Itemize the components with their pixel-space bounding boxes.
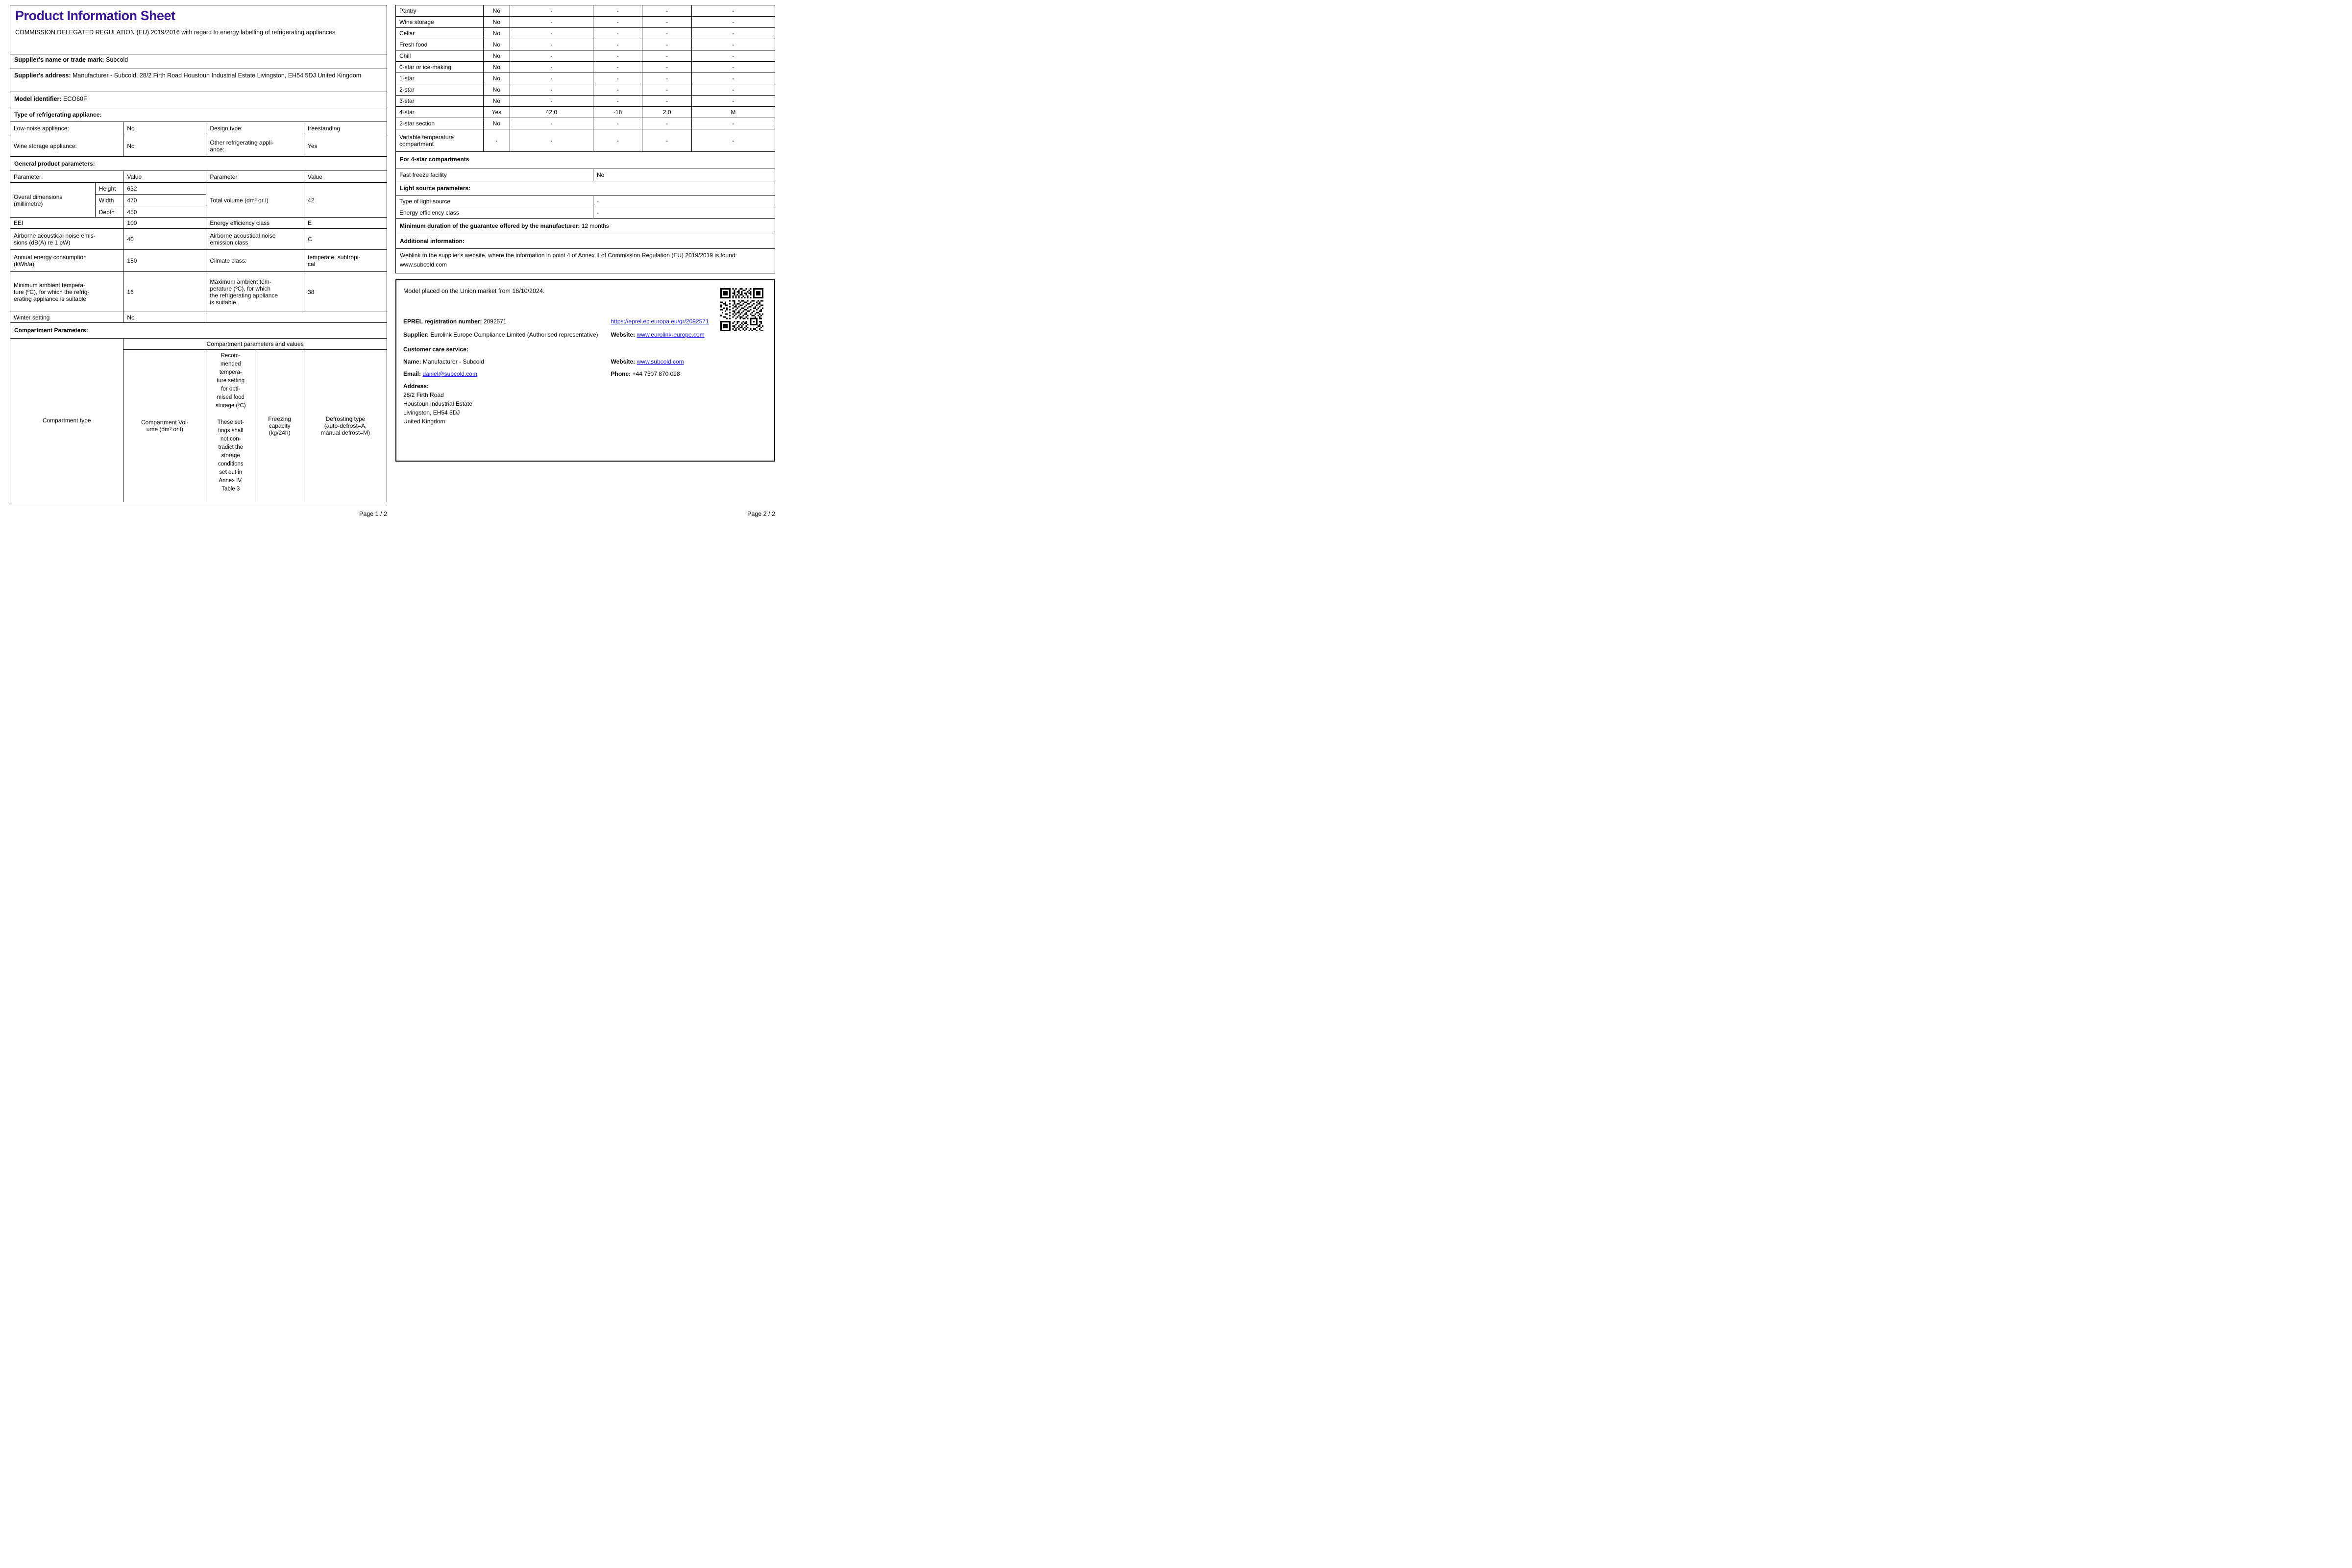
row-v2: -	[593, 17, 642, 27]
address-label: Address:	[403, 383, 429, 390]
row-yn: No	[483, 39, 510, 50]
row-v3: -	[642, 73, 691, 84]
value-header-1: Value	[123, 171, 206, 182]
page-1	[10, 5, 387, 502]
row-v2: -	[593, 39, 642, 50]
market-placed-text: Model placed on the Union market from 16/10/2024.	[403, 288, 545, 294]
supplier-name-value: Subcold	[106, 56, 128, 63]
height-label: Height	[95, 183, 123, 195]
supplier-address-value: Manufacturer - Subcold, 28/2 Firth Road Houstoun Industrial Estate Livingston, EH54 5DJ United Kingdom	[73, 72, 362, 79]
page-title: Product Information Sheet	[15, 8, 175, 23]
supplier-name-row	[10, 54, 387, 69]
row-label: Variable temperature compartment	[399, 133, 454, 147]
row-yn: No	[483, 17, 510, 27]
row-v1: -	[510, 28, 593, 39]
total-volume-value: 42	[304, 183, 387, 218]
height-value: 632	[123, 183, 206, 195]
table-row	[396, 73, 775, 84]
noise-label: Airborne acoustical noise emis- sions (dB(A) re 1 pW)	[14, 232, 96, 246]
noise-class-label: Airborne acoustical noise emission class	[206, 229, 304, 249]
compartment-header-table	[10, 339, 387, 502]
depth-value: 450	[123, 206, 206, 218]
table-row	[396, 28, 775, 39]
row-v1: -	[510, 5, 593, 16]
recommended-temp-header: Recom- mended tempera- ture setting for opti- mised food storage (ºC) These set- tings shall not con- tradict the storage conditions set out in Annex IV, Table 3	[206, 350, 255, 502]
row-v2: -	[593, 28, 642, 39]
row-v1: -	[510, 129, 593, 151]
wine-storage-label: Wine storage appliance:	[14, 142, 77, 149]
row-v1: -	[510, 118, 593, 129]
row-v2: -	[593, 96, 642, 106]
fast-freeze-value: No	[593, 169, 775, 181]
type-heading: Type of refrigerating appliance:	[10, 108, 387, 122]
row-v4: -	[691, 39, 775, 50]
row-v4: -	[691, 129, 775, 151]
row-v3: -	[642, 28, 691, 39]
param-header-1: Parameter	[14, 173, 42, 180]
total-volume-label: Total volume (dm³ or l)	[206, 183, 304, 218]
care-website-link[interactable]: www.subcold.com	[637, 358, 684, 365]
row-v1: 42,0	[510, 107, 593, 118]
row-yn: No	[483, 96, 510, 106]
page2-footer: Page 2 / 2	[747, 511, 775, 517]
row-v2: -18	[593, 107, 642, 118]
row-v4: -	[691, 96, 775, 106]
row-v1: -	[510, 17, 593, 27]
row-label: 4-star	[399, 109, 415, 116]
guarantee-label: Minimum duration of the guarantee offered by the manufacturer:	[400, 222, 580, 229]
model-identifier-value: ECO60F	[63, 96, 87, 102]
row-v3: 2,0	[642, 107, 691, 118]
email-row	[403, 370, 767, 377]
supplier-left	[403, 331, 611, 338]
row-label: 1-star	[399, 75, 415, 82]
address-block	[403, 383, 767, 426]
page-2	[395, 5, 775, 425]
weblink-label: Weblink to the supplier's website, where the information in point 4 of Annex II of Commission Regulation (EU) 2019/2019 is found:	[400, 252, 737, 259]
energy-consumption-value: 150	[123, 250, 206, 271]
row-v2: -	[593, 129, 642, 151]
eei-value: 100	[123, 218, 206, 228]
compartment-volume-header: Compartment Vol- ume (dm³ or l)	[123, 350, 206, 502]
ambient-temp-row	[10, 272, 387, 312]
customer-care-heading: Customer care service:	[403, 346, 468, 353]
min-temp-value: 16	[123, 272, 206, 312]
row-v4: -	[691, 5, 775, 16]
row-yn: No	[483, 28, 510, 39]
light-class-row	[396, 207, 775, 219]
care-website-label: Website:	[611, 358, 636, 365]
light-class-label: Energy efficiency class	[399, 209, 459, 216]
row-label: Pantry	[399, 7, 416, 14]
model-identifier-label: Model identifier:	[14, 96, 62, 102]
dimensions-row	[10, 183, 387, 218]
regulation-subtitle: COMMISSION DELEGATED REGULATION (EU) 2019/2016 with regard to energy labelling of refrigerating appliances	[15, 29, 336, 36]
eei-label: EEI	[14, 220, 24, 226]
eprel-left	[403, 318, 611, 325]
energy-class-value: E	[304, 218, 387, 228]
supplier-name-label: Supplier's name or trade mark:	[14, 56, 104, 63]
light-type-label: Type of light source	[399, 198, 451, 205]
title-block	[10, 5, 387, 54]
row-v4: -	[691, 28, 775, 39]
max-temp-label: Maximum ambient tem- perature (ºC), for which the refrigerating appliance is suitable	[206, 272, 304, 312]
row-label: 2-star	[399, 86, 415, 93]
freezing-capacity-header: Freezing capacity (kg/24h)	[255, 350, 304, 502]
supplier-value: Eurolink Europe Compliance Limited (Authorised representative)	[430, 331, 598, 338]
address-line: United Kingdom	[403, 418, 445, 425]
row-v2: -	[593, 50, 642, 61]
table-row	[396, 5, 775, 17]
winter-setting-value: No	[123, 312, 206, 322]
address-line: Houstoun Industrial Estate	[403, 400, 472, 407]
row-v2: -	[593, 73, 642, 84]
param-header-2: Parameter	[206, 171, 304, 182]
row-v4: -	[691, 84, 775, 95]
row-v4: -	[691, 73, 775, 84]
guarantee-row	[396, 219, 775, 234]
fast-freeze-label: Fast freeze facility	[399, 172, 447, 178]
row-v3: -	[642, 50, 691, 61]
email-link[interactable]: daniel@subcold.com	[422, 370, 477, 377]
row-v3: -	[642, 84, 691, 95]
supplier-website-wrap	[611, 331, 767, 338]
energy-consumption-row	[10, 250, 387, 272]
design-type-value: freestanding	[304, 122, 387, 135]
row-label: Cellar	[399, 30, 415, 37]
wine-storage-value: No	[123, 135, 206, 156]
row-v3: -	[642, 5, 691, 16]
winter-setting-row	[10, 312, 387, 323]
row-label: 2-star section	[399, 120, 435, 127]
row-v2: -	[593, 84, 642, 95]
compartment-heading: Compartment Parameters:	[10, 323, 387, 339]
row-yn: No	[483, 118, 510, 129]
care-website-wrap	[611, 358, 767, 365]
row-v1: -	[510, 39, 593, 50]
winter-setting-empty	[206, 312, 387, 322]
row-v1: -	[510, 84, 593, 95]
qr-code	[720, 288, 763, 331]
wine-storage-row	[10, 135, 387, 157]
table-row	[396, 118, 775, 129]
row-yn: -	[483, 129, 510, 151]
row-v4: -	[691, 118, 775, 129]
width-label: Width	[95, 195, 123, 206]
row-v3: -	[642, 17, 691, 27]
page2-table	[395, 5, 775, 273]
value-header-2: Value	[304, 171, 387, 182]
light-type-value: -	[593, 196, 775, 207]
row-v3: -	[642, 39, 691, 50]
climate-class-value: temperate, subtropi- cal	[304, 250, 387, 271]
row-label: 3-star	[399, 98, 415, 104]
page1-footer: Page 1 / 2	[359, 511, 387, 517]
light-type-row	[396, 196, 775, 207]
supplier-website-link[interactable]: www.eurolink-europe.com	[637, 331, 705, 338]
design-type-label: Design type:	[206, 122, 304, 135]
min-temp-label: Minimum ambient tempera- ture (ºC), for which the refrig- erating appliance is suitable	[14, 281, 90, 302]
noise-class-value: C	[304, 229, 387, 249]
table-row	[396, 17, 775, 28]
eprel-link[interactable]: https://eprel.ec.europa.eu/qr/2092571	[611, 318, 709, 325]
noise-value: 40	[123, 229, 206, 249]
supplier-address-row	[10, 69, 387, 92]
table-row	[396, 96, 775, 107]
row-yn: Yes	[483, 107, 510, 118]
row-v4: -	[691, 62, 775, 73]
email-wrap	[403, 370, 611, 377]
general-heading: General product parameters:	[10, 157, 387, 171]
row-v3: -	[642, 118, 691, 129]
row-yn: No	[483, 50, 510, 61]
row-v1: -	[510, 73, 593, 84]
row-yn: No	[483, 73, 510, 84]
weblink-row	[396, 249, 775, 273]
light-class-value: -	[593, 207, 775, 218]
row-label: Fresh food	[399, 41, 428, 48]
row-v2: -	[593, 5, 642, 16]
row-v4: -	[691, 17, 775, 27]
row-label: Wine storage	[399, 19, 434, 25]
model-identifier-row	[10, 92, 387, 108]
row-v1: -	[510, 50, 593, 61]
address-line: Livingston, EH54 5DJ	[403, 409, 460, 416]
table-row	[396, 50, 775, 62]
phone-wrap	[611, 370, 767, 377]
eprel-number: 2092571	[483, 318, 507, 325]
phone-value: +44 7507 870 098	[632, 370, 680, 377]
width-value: 470	[123, 195, 206, 206]
fast-freeze-row	[396, 169, 775, 181]
name-value: Manufacturer - Subcold	[423, 358, 484, 365]
energy-class-label: Energy efficiency class	[206, 218, 304, 228]
supplier-address-label: Supplier's address:	[14, 72, 71, 79]
light-source-heading: Light source parameters:	[396, 181, 775, 196]
row-v3: -	[642, 62, 691, 73]
other-appliance-value: Yes	[304, 135, 387, 156]
name-row	[403, 358, 767, 365]
row-v4: -	[691, 50, 775, 61]
row-v2: -	[593, 118, 642, 129]
max-temp-value: 38	[304, 272, 387, 312]
table-row	[396, 84, 775, 96]
row-label: Chill	[399, 52, 411, 59]
row-v3: -	[642, 129, 691, 151]
phone-label: Phone:	[611, 370, 631, 377]
row-v3: -	[642, 96, 691, 106]
table-row-4-star	[396, 107, 775, 118]
table-row-variable-temp	[396, 129, 775, 152]
row-v2: -	[593, 62, 642, 73]
noise-row	[10, 229, 387, 250]
comp-params-title: Compartment parameters and values	[123, 339, 387, 350]
eprel-row	[403, 318, 767, 325]
row-v1: -	[510, 96, 593, 106]
row-yn: No	[483, 62, 510, 73]
energy-consumption-label: Annual energy consumption (kWh/a)	[14, 254, 87, 268]
email-label: Email:	[403, 370, 421, 377]
winter-setting-label: Winter setting	[14, 314, 50, 321]
supplier-label: Supplier:	[403, 331, 429, 338]
low-noise-value: No	[123, 122, 206, 135]
row-yn: No	[483, 5, 510, 16]
four-star-heading: For 4-star compartments	[396, 152, 775, 169]
address-line: 28/2 Firth Road	[403, 392, 444, 398]
compartment-type-header: Compartment type	[42, 416, 91, 424]
depth-label: Depth	[95, 206, 123, 218]
other-appliance-label: Other refrigerating appli- ance:	[206, 135, 304, 156]
param-header-row	[10, 171, 387, 183]
website-label: Website:	[611, 331, 636, 338]
table-row	[396, 39, 775, 50]
eprel-label: EPREL registration number:	[403, 318, 482, 325]
care-name-wrap	[403, 358, 611, 365]
market-info-box	[395, 279, 775, 462]
row-label: 0-star or ice-making	[399, 64, 452, 71]
dimensions-label: Overal dimensions (millimetre)	[14, 193, 63, 207]
row-yn: No	[483, 84, 510, 95]
additional-info-heading: Additional information:	[396, 234, 775, 249]
table-row	[396, 62, 775, 73]
low-noise-label: Low-noise appliance:	[14, 125, 69, 132]
supplier-row	[403, 331, 767, 338]
defrosting-type-header: Defrosting type (auto-defrost=A, manual defrost=M)	[304, 350, 387, 502]
row-v4: M	[691, 107, 775, 118]
row-v1: -	[510, 62, 593, 73]
climate-class-label: Climate class:	[206, 250, 304, 271]
eei-row	[10, 218, 387, 229]
weblink-value: www.subcold.com	[400, 261, 447, 269]
low-noise-row	[10, 122, 387, 135]
name-label: Name:	[403, 358, 421, 365]
guarantee-value: 12 months	[581, 222, 609, 229]
